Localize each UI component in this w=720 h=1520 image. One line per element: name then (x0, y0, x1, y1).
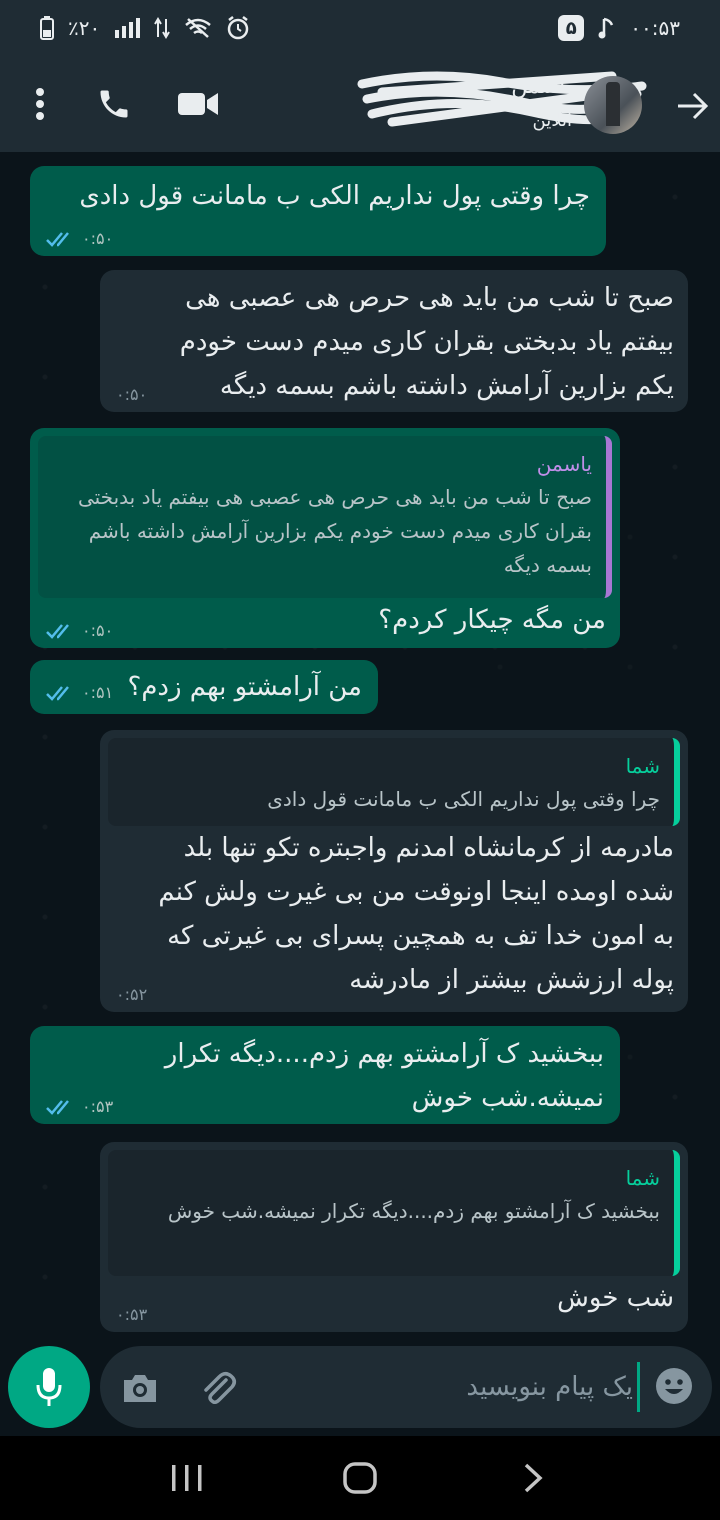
message-meta (46, 1097, 113, 1116)
message-meta (46, 229, 113, 248)
message-bubble-incoming[interactable] (100, 270, 688, 412)
recent-apps-icon (170, 1463, 204, 1493)
back-arrow-icon[interactable] (672, 86, 712, 126)
status-bar-right (558, 15, 680, 41)
message-meta (46, 683, 113, 702)
quote-author: یاسمن (536, 452, 592, 476)
message-bubble-outgoing[interactable] (30, 1026, 620, 1124)
message-time: ۰:۵۰ (82, 621, 114, 640)
status-bar (0, 0, 720, 56)
message-text: صبح تا شب من باید هی حرص هی عصبی هی بیفتم یاد بدبختی بقران کاری میدم دست خودم یکم بزارین آرامش داشته باشم بسمه دیگه (179, 283, 674, 401)
more-options-icon[interactable] (14, 78, 66, 130)
message-text: من آرامشتو بهم زدم؟ (127, 672, 362, 702)
message-meta (116, 385, 147, 404)
message-bubble-outgoing[interactable] (30, 428, 620, 648)
quote-text: صبح تا شب من باید هی حرص هی عصبی هی بیفتم یاد بدبختی بقران کاری میدم دست خودم یکم بزارین آرامش داشته باشم بسمه دیگه (77, 485, 592, 577)
chevron-right-icon (522, 1462, 544, 1494)
message-text: مادرمه از کرمانشاه امدنم واجبتره تکو تنها بلد شده اومده اینجا اونوقت من بی غیرت ولش کنم به امون خدا تف به همچین پسرای بی غیرتی که پوله ارزشش بیشتر از مادرشه (158, 833, 674, 995)
message-composer (100, 1346, 712, 1428)
status-bar-left (40, 16, 250, 40)
battery-level: ٪۲۰ (68, 16, 101, 40)
message-text: چرا وقتی پول نداریم الکی ب مامانت قول دادی (79, 181, 590, 211)
read-receipt-icon (46, 230, 76, 248)
alarm-icon (226, 16, 250, 40)
home-icon (343, 1462, 377, 1494)
battery-icon (40, 16, 54, 40)
message-bubble-incoming[interactable] (100, 1142, 688, 1332)
system-nav-bar (0, 1436, 720, 1520)
message-time: ۰:۵۲ (116, 985, 148, 1004)
data-transfer-icon (154, 17, 170, 39)
clock: ۰۰:۵۳ (630, 16, 680, 40)
quote-author: شما (625, 1166, 660, 1190)
message-time: ۰:۵۳ (116, 1305, 148, 1324)
read-receipt-icon (46, 622, 76, 640)
camera-icon[interactable] (118, 1366, 162, 1410)
message-text: شب خوش (557, 1283, 674, 1313)
video-call-icon[interactable] (172, 78, 224, 130)
contact-name-text: یاسمن (511, 74, 572, 99)
microphone-icon (36, 1367, 62, 1407)
message-meta (116, 1305, 147, 1324)
message-input[interactable] (360, 1362, 640, 1412)
back-button[interactable] (503, 1448, 563, 1508)
recent-apps-button[interactable] (157, 1448, 217, 1508)
message-text: من مگه چیکار کردم؟ (378, 605, 606, 635)
home-button[interactable] (330, 1448, 390, 1508)
message-bubble-incoming[interactable] (100, 730, 688, 1012)
quoted-message[interactable] (108, 738, 680, 826)
message-bubble-outgoing[interactable] (30, 660, 378, 714)
music-note-icon (598, 16, 616, 40)
message-bubble-outgoing[interactable] (30, 166, 606, 256)
contact-info[interactable] (352, 60, 642, 148)
voice-call-icon[interactable] (88, 78, 140, 130)
contact-status: آنلاین (532, 110, 572, 131)
message-time: ۰:۵۰ (82, 229, 114, 248)
notification-badge: ۵ (558, 15, 584, 41)
quote-author: شما (625, 754, 660, 778)
read-receipt-icon (46, 1098, 76, 1116)
message-meta (116, 985, 147, 1004)
read-receipt-icon (46, 684, 76, 702)
signal-icon (114, 18, 140, 38)
quote-text: چرا وقتی پول نداریم الکی ب مامانت قول دادی (267, 787, 660, 811)
message-time: ۰:۵۳ (82, 1097, 114, 1116)
contact-name (352, 74, 572, 110)
emoji-icon[interactable] (654, 1366, 694, 1406)
chat-area[interactable] (0, 152, 720, 1432)
quoted-message[interactable] (108, 1150, 680, 1276)
message-time: ۰:۵۰ (116, 385, 148, 404)
attach-icon[interactable] (196, 1366, 240, 1410)
chat-header (0, 56, 720, 152)
contact-avatar[interactable] (584, 76, 642, 134)
voice-record-button[interactable] (8, 1346, 90, 1428)
wifi-off-icon (184, 17, 212, 39)
message-text: ببخشید ک آرامشتو بهم زدم....دیگه تکرار نمیشه.شب خوش (164, 1039, 604, 1113)
message-meta (46, 621, 113, 640)
message-time: ۰:۵۱ (82, 683, 114, 702)
quote-text: ببخشید ک آرامشتو بهم زدم....دیگه تکرار نمیشه.شب خوش (167, 1199, 660, 1223)
quoted-message[interactable] (38, 436, 612, 598)
